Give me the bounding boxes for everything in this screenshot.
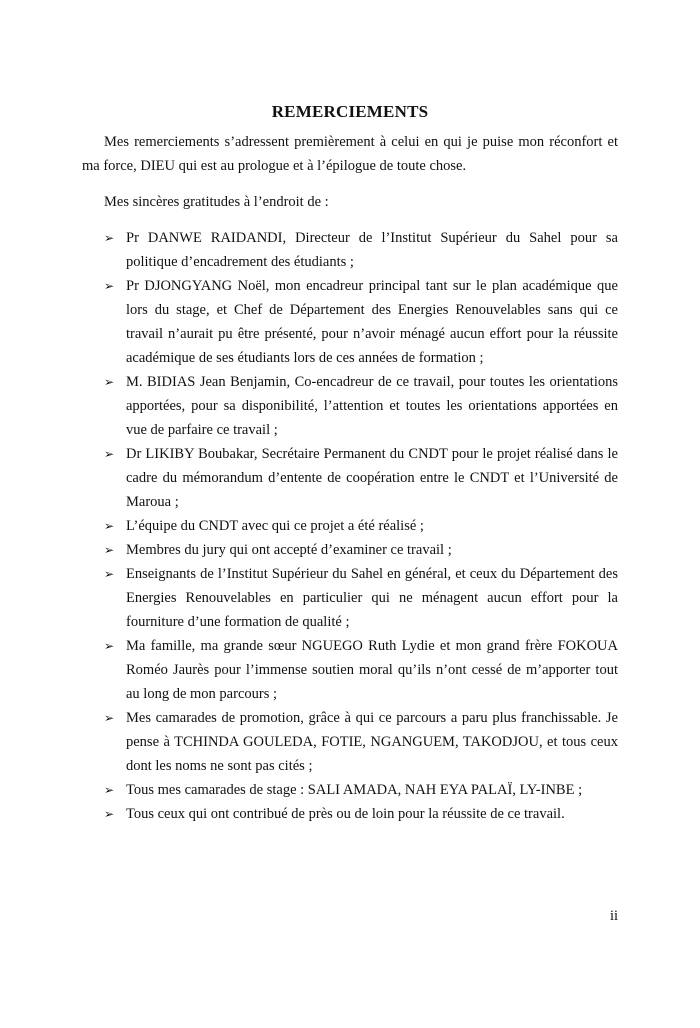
gratitude-line: Mes sincères gratitudes à l’endroit de : [104,194,329,210]
list-item [104,706,618,778]
list-item [104,514,618,538]
arrow-bullet-icon: ➢ [104,447,115,461]
list-item [104,538,618,562]
list-item [104,562,618,634]
list-item [104,802,618,826]
arrow-bullet-icon: ➢ [104,375,115,389]
list-item-text: Dr LIKIBY Boubakar, Secrétaire Permanent du CNDT pour le projet réalisé dans le cadre du mémorandum d’entente de coopération entre le CNDT et l’Université de Maroua ; [126,446,618,510]
arrow-bullet-icon: ➢ [104,279,115,293]
acknowledgement-list [104,226,618,826]
arrow-bullet-icon: ➢ [104,543,115,557]
list-item-text: Mes camarades de promotion, grâce à qui ce parcours a paru plus franchissable. Je pense à TCHINDA GOULEDA, FOTIE, NGANGUEM, TAKODJOU, et tous ceux dont les noms ne sont pas cités ; [126,710,618,774]
arrow-bullet-icon: ➢ [104,807,115,821]
list-item [104,634,618,706]
arrow-bullet-icon: ➢ [104,711,115,725]
arrow-bullet-icon: ➢ [104,783,115,797]
list-item-text: Tous ceux qui ont contribué de près ou de loin pour la réussite de ce travail. [126,806,565,822]
list-item-text: Tous mes camarades de stage : SALI AMADA, NAH EYA PALAÏ, LY-INBE ; [126,782,583,798]
intro-paragraph: Mes remerciements s’adressent premièrement à celui en qui je puise mon réconfort et ma force, DIEU qui est au prologue et à l’épilogue de toute chose. [82,134,618,174]
list-item-text: L’équipe du CNDT avec qui ce projet a été réalisé ; [126,518,424,534]
list-item [104,778,618,802]
list-item-text: Pr DJONGYANG Noël, mon encadreur principal tant sur le plan académique que lors du stage, et Chef de Département des Energies Renouvelables sans qui ce travail n’aurait pu être présenté, pour n’avoir ménagé aucun effort pour la réussite académique de ses étudiants lors de ces années de formation ; [126,278,618,366]
list-item-text: Ma famille, ma grande sœur NGUEGO Ruth Lydie et mon grand frère FOKOUA Roméo Jaurès pour l’immense soutien moral qu’ils n’ont cessé de m’apporter tout au long de mon parcours ; [126,638,618,702]
arrow-bullet-icon: ➢ [104,567,115,581]
arrow-bullet-icon: ➢ [104,639,115,653]
list-item [104,370,618,442]
list-item-text: Pr DANWE RAIDANDI, Directeur de l’Institut Supérieur du Sahel pour sa politique d’encadrement des étudiants ; [126,230,618,270]
arrow-bullet-icon: ➢ [104,231,115,245]
arrow-bullet-icon: ➢ [104,519,115,533]
list-item [104,442,618,514]
list-item [104,226,618,274]
page-number: ii [609,908,618,924]
list-item [104,274,618,370]
page-title: REMERCIEMENTS [271,102,429,121]
list-item-text: Enseignants de l’Institut Supérieur du Sahel en général, et ceux du Département des Energies Renouvelables en particulier qui ne ménagent aucun effort pour la fourniture d’une formation de qualité ; [126,566,618,630]
list-item-text: Membres du jury qui ont accepté d’examiner ce travail ; [126,542,452,558]
list-item-text: M. BIDIAS Jean Benjamin, Co-encadreur de ce travail, pour toutes les orientations apportées, pour sa disponibilité, l’attention et toutes les orientations apportées en vue de parfaire ce travail ; [126,374,618,438]
